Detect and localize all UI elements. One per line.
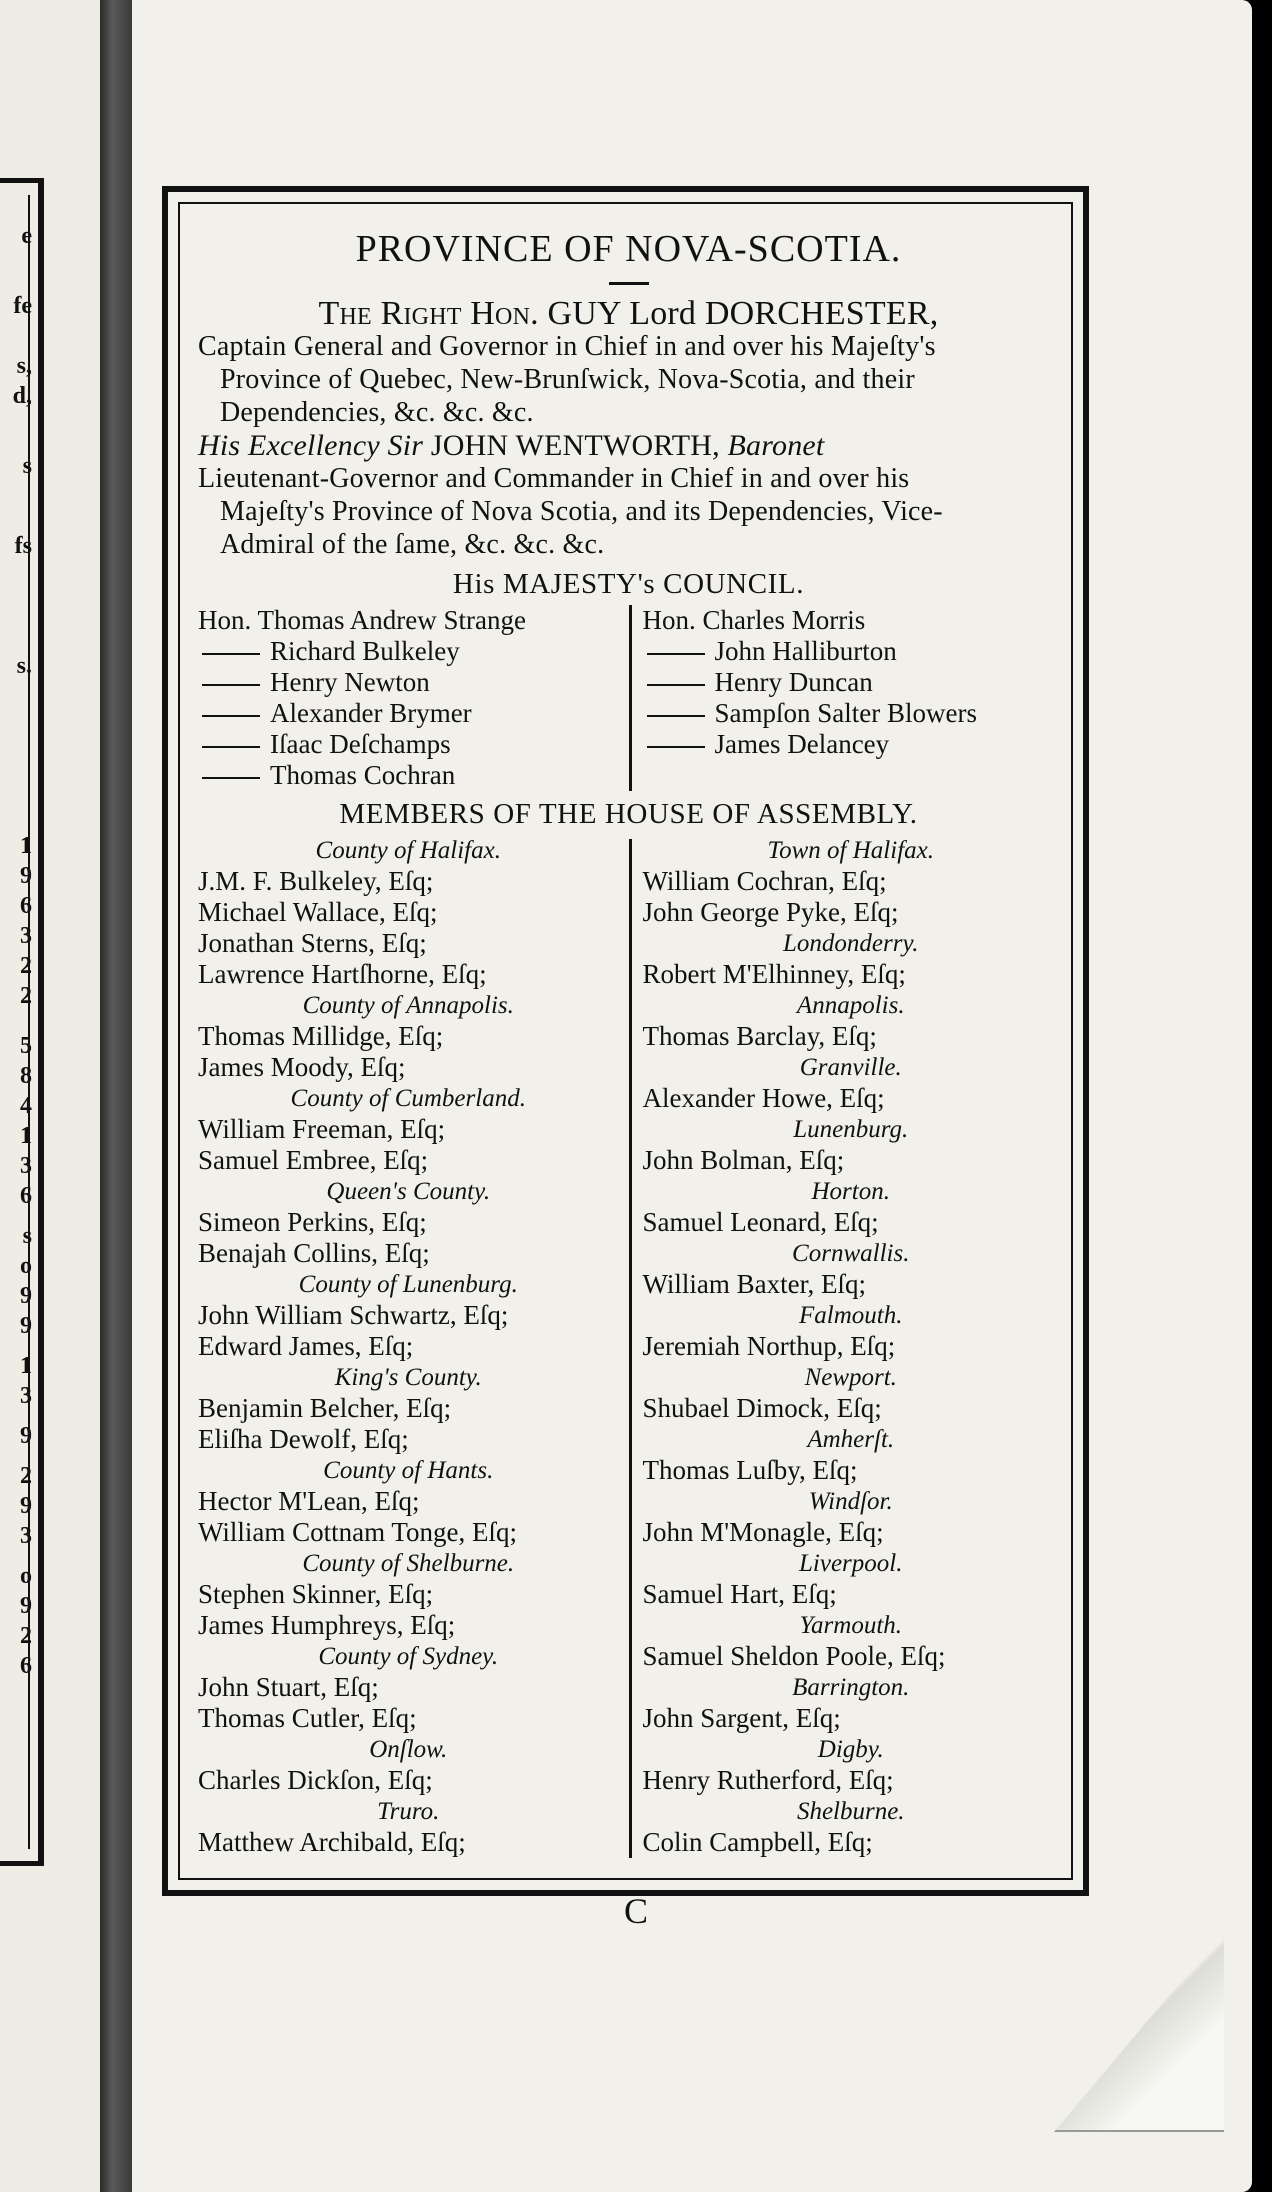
governor-line-3: Province of Quebec, New-Brunſwick, Nova-Scotia, and their [220,364,915,395]
lieutenant-line-4: Admiral of the ſame, &c. &c. &c. [220,529,605,560]
assembly-member: John William Schwartz, Eſq; [198,1300,509,1330]
member-name: John Halliburton [714,636,897,666]
assembly-list [198,835,1059,1858]
assembly-right-column [629,835,1060,1858]
lieutenant-block [198,429,1059,561]
edge-char: s [22,1223,32,1249]
ditto-dash [647,715,705,717]
edge-char: d, [12,383,32,409]
edge-char: 5 [20,1033,32,1059]
governor-block [198,297,1059,429]
page-curl [1054,1930,1224,2132]
council-member [198,636,619,667]
edge-char: 6 [20,893,32,919]
edge-char: 9 [20,1593,32,1619]
book-gutter [100,0,132,2192]
assembly-left-column [198,835,629,1858]
member-name: Alexander Brymer [270,698,472,728]
constituency-label: Londonderry. [783,930,919,957]
ditto-dash [202,777,260,779]
edge-char: fs [14,533,32,559]
edge-char: 9 [20,1423,32,1449]
council-right-column [629,605,1060,791]
edge-char: e [21,223,32,249]
assembly-member: John Bolman, Eſq; [642,1145,845,1175]
governor-line-4: Dependencies, &c. &c. &c. [220,397,534,428]
edge-char: 9 [20,1493,32,1519]
assembly-member: Thomas Luſby, Eſq; [642,1455,858,1485]
edge-char: 3 [20,923,32,949]
lieutenant-title [198,429,1059,462]
constituency-label: Horton. [811,1178,890,1205]
edge-char: 3 [20,1383,32,1409]
assembly-divider [629,839,632,1858]
ditto-dash [647,653,705,655]
constituency-label: Yarmouth. [799,1612,903,1639]
governor-prefix: The Right Hon. [318,295,548,332]
assembly-member: Simeon Perkins, Eſq; [198,1207,427,1237]
constituency-label: Queen's County. [326,1178,491,1205]
edge-char: o [20,1253,32,1279]
constituency-label: Granville. [799,1054,902,1081]
edge-char: 8 [20,1063,32,1089]
member-name: Iſaac Deſchamps [270,729,451,759]
member-name: Thomas Andrew Strange [257,605,526,635]
council-divider [629,605,632,791]
assembly-member: Henry Rutherford, Eſq; [642,1765,894,1795]
assembly-member: Michael Wallace, Eſq; [198,897,438,927]
lieutenant-line-3: Majeſty's Province of Nova Scotia, and its Dependencies, Vice- [220,496,943,527]
assembly-member: Thomas Millidge, Eſq; [198,1021,444,1051]
lieutenant-suffix: Baronet [719,429,825,462]
assembly-member: Alexander Howe, Eſq; [642,1083,885,1113]
assembly-heading: MEMBERS OF THE HOUSE OF ASSEMBLY. [339,798,918,830]
member-name: Richard Bulkeley [270,636,460,666]
assembly-member: Thomas Barclay, Eſq; [642,1021,877,1051]
governor-title [198,297,1059,330]
document-border [162,186,1089,1896]
assembly-member: Robert M'Elhinney, Eſq; [642,959,906,989]
page-title: PROVINCE OF NOVA-SCOTIA. [355,228,902,270]
edge-char: s, [16,353,32,379]
constituency-label: Windſor. [808,1488,893,1515]
constituency-label: King's County. [334,1364,482,1391]
ditto-dash [647,684,705,686]
edge-char: o [20,1563,32,1589]
assembly-member: Shubael Dimock, Eſq; [642,1393,882,1423]
governor-line-2: Captain General and Governor in Chief in and over his Majeſty's [198,331,936,362]
assembly-member: William Cottnam Tonge, Eſq; [198,1517,517,1547]
constituency-label: Shelburne. [796,1798,905,1825]
ditto-dash [202,746,260,748]
assembly-member: Samuel Hart, Eſq; [642,1579,837,1609]
assembly-member: Samuel Embree, Eſq; [198,1145,429,1175]
council-left-column [198,605,629,791]
honorific: Hon. [642,605,703,635]
constituency-label: Barrington. [792,1674,910,1701]
edge-char: 9 [20,863,32,889]
constituency-label: County of Cumberland. [290,1085,526,1112]
council-member [643,605,1060,636]
member-name: Sampſon Salter Blowers [714,698,977,728]
council-member [643,667,1060,698]
assembly-member: Matthew Archibald, Eſq; [198,1827,466,1857]
assembly-member: John George Pyke, Eſq; [642,897,899,927]
honorific: Hon. [198,605,258,635]
constituency-label: County of Halifax. [315,837,501,864]
edge-char: 2 [20,1463,32,1489]
council-member [643,636,1060,667]
council-member [198,729,619,760]
constituency-label: Truro. [377,1798,440,1825]
left-page-frame [0,178,44,1866]
assembly-member: Jeremiah Northup, Eſq; [642,1331,896,1361]
council-member [198,605,619,636]
ditto-dash [202,715,260,717]
left-facing-page [0,0,100,2192]
assembly-member: Colin Campbell, Eſq; [642,1827,873,1857]
council-heading: His MAJESTY's COUNCIL. [452,568,805,600]
assembly-member: Benjamin Belcher, Eſq; [198,1393,452,1423]
member-name: Henry Duncan [714,667,873,697]
constituency-label: County of Sydney. [318,1643,499,1670]
council-member [198,667,619,698]
assembly-member: Charles Dickſon, Eſq; [198,1765,433,1795]
edge-char: 3 [20,1523,32,1549]
assembly-member: William Freeman, Eſq; [198,1114,446,1144]
edge-char: 6 [20,1653,32,1679]
edge-char: 2 [20,983,32,1009]
constituency-label: Falmouth. [799,1302,903,1329]
lieutenant-name: JOHN WENTWORTH, [430,429,720,462]
edge-char: 4 [20,1093,32,1119]
edge-char: 6 [20,1183,32,1209]
left-page-edge-text [0,183,36,1871]
ditto-dash [202,653,260,655]
constituency-label: Annapolis. [796,992,905,1019]
assembly-member: J.M. F. Bulkeley, Eſq; [198,866,434,896]
assembly-member: William Cochran, Eſq; [642,866,887,896]
assembly-member: William Baxter, Eſq; [642,1269,867,1299]
governor-name: GUY Lord DORCHESTER, [547,295,939,332]
constituency-label: Cornwallis. [792,1240,910,1267]
member-name: Charles Morris [702,605,866,635]
edge-char: s [22,453,32,479]
edge-char: 9 [20,1313,32,1339]
constituency-label: Digby. [817,1736,884,1763]
constituency-label: Liverpool. [799,1550,903,1577]
edge-char: 1 [20,833,32,859]
constituency-label: County of Lunenburg. [298,1271,518,1298]
document-inner-border [178,202,1073,1880]
assembly-member: Stephen Skinner, Eſq; [198,1579,434,1609]
signature-mark: C [623,1891,648,1931]
assembly-member: John M'Monagle, Eſq; [642,1517,884,1547]
assembly-member: Thomas Cutler, Eſq; [198,1703,417,1733]
assembly-member: Lawrence Hartſhorne, Eſq; [198,959,487,989]
ditto-dash [647,746,705,748]
assembly-member: John Sargent, Eſq; [642,1703,841,1733]
council-member [198,698,619,729]
assembly-member: Samuel Sheldon Poole, Eſq; [642,1641,946,1671]
title-rule [609,282,649,285]
edge-char: 1 [20,1123,32,1149]
member-name: Henry Newton [270,667,430,697]
constituency-label: County of Hants. [323,1457,494,1484]
assembly-member: Hector M'Lean, Eſq; [198,1486,420,1516]
assembly-member: Eliſha Dewolf, Eſq; [198,1424,409,1454]
constituency-label: County of Shelburne. [302,1550,515,1577]
edge-char: fe [13,293,32,319]
edge-char: 3 [20,1153,32,1179]
constituency-label: Amherſt. [807,1426,895,1453]
edge-char: 2 [20,1623,32,1649]
council-member [198,760,619,791]
assembly-member: Benajah Collins, Eſq; [198,1238,430,1268]
member-name: James Delancey [714,729,890,759]
council-member [643,698,1060,729]
constituency-label: Newport. [804,1364,897,1391]
council-list [198,605,1059,791]
edge-char: 9 [20,1283,32,1309]
lieutenant-line-2: Lieutenant-Governor and Commander in Chief in and over his [198,463,910,494]
assembly-member: Edward James, Eſq; [198,1331,414,1361]
assembly-member: James Moody, Eſq; [198,1052,406,1082]
constituency-label: County of Annapolis. [302,992,514,1019]
assembly-member: Jonathan Sterns, Eſq; [198,928,427,958]
constituency-label: Lunenburg. [793,1116,909,1143]
council-member [643,729,1060,760]
edge-char: s. [16,653,32,679]
edge-char: 2 [20,953,32,979]
member-name: Thomas Cochran [270,760,456,790]
constituency-label: Onſlow. [369,1736,448,1763]
ditto-dash [202,684,260,686]
assembly-member: James Humphreys, Eſq; [198,1610,456,1640]
assembly-member: John Stuart, Eſq; [198,1672,379,1702]
assembly-member: Samuel Leonard, Eſq; [642,1207,879,1237]
document-content [198,230,1059,1858]
constituency-label: Town of Halifax. [767,837,934,864]
lieutenant-prefix: His Excellency Sir [198,429,431,462]
edge-char: 1 [20,1353,32,1379]
